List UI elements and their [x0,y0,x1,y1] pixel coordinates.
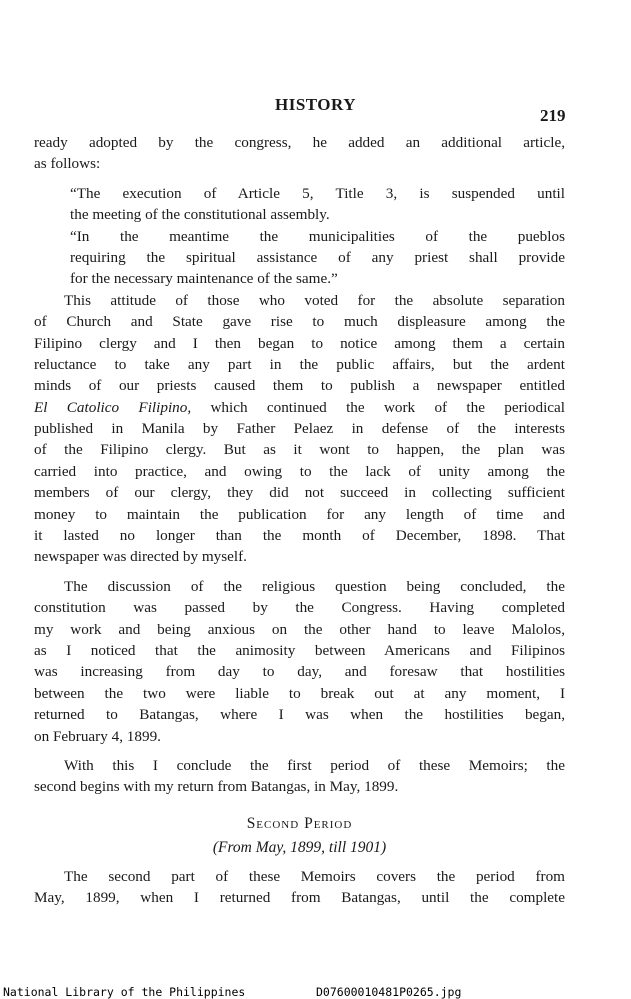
scan-filename: D07600010481P0265.jpg [316,985,462,999]
text-line: was increasing from day to day, and foresaw that hostilities [34,663,565,681]
text-line: returned to Batangas, where I was when the hostilities began, [34,706,565,724]
text-line: second begins with my return from Batangas, in May, 1899. [34,778,399,796]
newspaper-title: El Catolico Filipino, [34,398,192,416]
text-line: minds of our priests caused them to publish a newspaper entitled [34,377,565,395]
scan-footer [0,985,631,999]
text-line: of the Filipino clergy. But as it wont to happen, the plan was [34,441,565,459]
text-line [34,397,565,418]
text-line: as follows: [34,155,101,173]
page-number: 219 [540,106,566,125]
text-line: ready adopted by the congress, he added an additional article, [34,134,565,151]
text-line: between the two were liable to break out at any moment, I [34,684,565,702]
running-header-title: HISTORY [274,95,356,114]
text-line: my work and being anxious on the other hand to leave Malolos, [34,620,565,638]
section-heading: Second Period [246,814,353,832]
text-line: it lasted no longer than the month of December, 1898. That [34,527,565,545]
text-line: newspaper was directed by myself. [34,548,247,566]
text-line: The second part of these Memoirs covers the period from [64,867,565,885]
quote-line: requiring the spiritual assistance of any priest shall provide [70,248,565,266]
quote-line: for the necessary maintenance of the same.” [70,270,338,288]
quote-line: “The execution of Article 5, Title 3, is suspended until [70,184,565,202]
text-line: members of our clergy, they did not succeed in collecting sufficient [34,484,565,502]
text-line: money to maintain the publication for any length of time and [34,505,565,523]
body-text [34,132,565,909]
text-line: reluctance to take any part in the public affairs, but the ardent [34,355,565,373]
text-line: published in Manila by Father Pelaez in defense of the interests [34,420,565,438]
quote-line: “In the meantime the municipalities of the pueblos [70,227,565,245]
text-line: The discussion of the religious question being concluded, the [64,577,565,595]
section-subtitle: (From May, 1899, till 1901) [212,838,387,856]
text-fragment: which continued the work of the periodical [191,398,565,416]
text-line: May, 1899, when I returned from Batangas, until the complete [34,889,565,907]
text-line: This attitude of those who voted for the absolute separation [64,291,565,309]
text-line: constitution was passed by the Congress. Having completed [34,599,565,617]
text-line: carried into practice, and owing to the lack of unity among the [34,462,565,480]
text-line: With this I conclude the first period of these Memoirs; the [64,756,565,774]
library-credit: National Library of the Philippines [3,985,246,999]
text-line: on February 4, 1899. [34,727,161,745]
text-line: as I noticed that the animosity between Americans and Filipinos [34,641,565,659]
quote-line: the meeting of the constitutional assembly. [70,206,330,224]
text-line: of Church and State gave rise to much displeasure among the [34,313,565,331]
text-line: Filipino clergy and I then began to notice among them a certain [34,334,565,352]
